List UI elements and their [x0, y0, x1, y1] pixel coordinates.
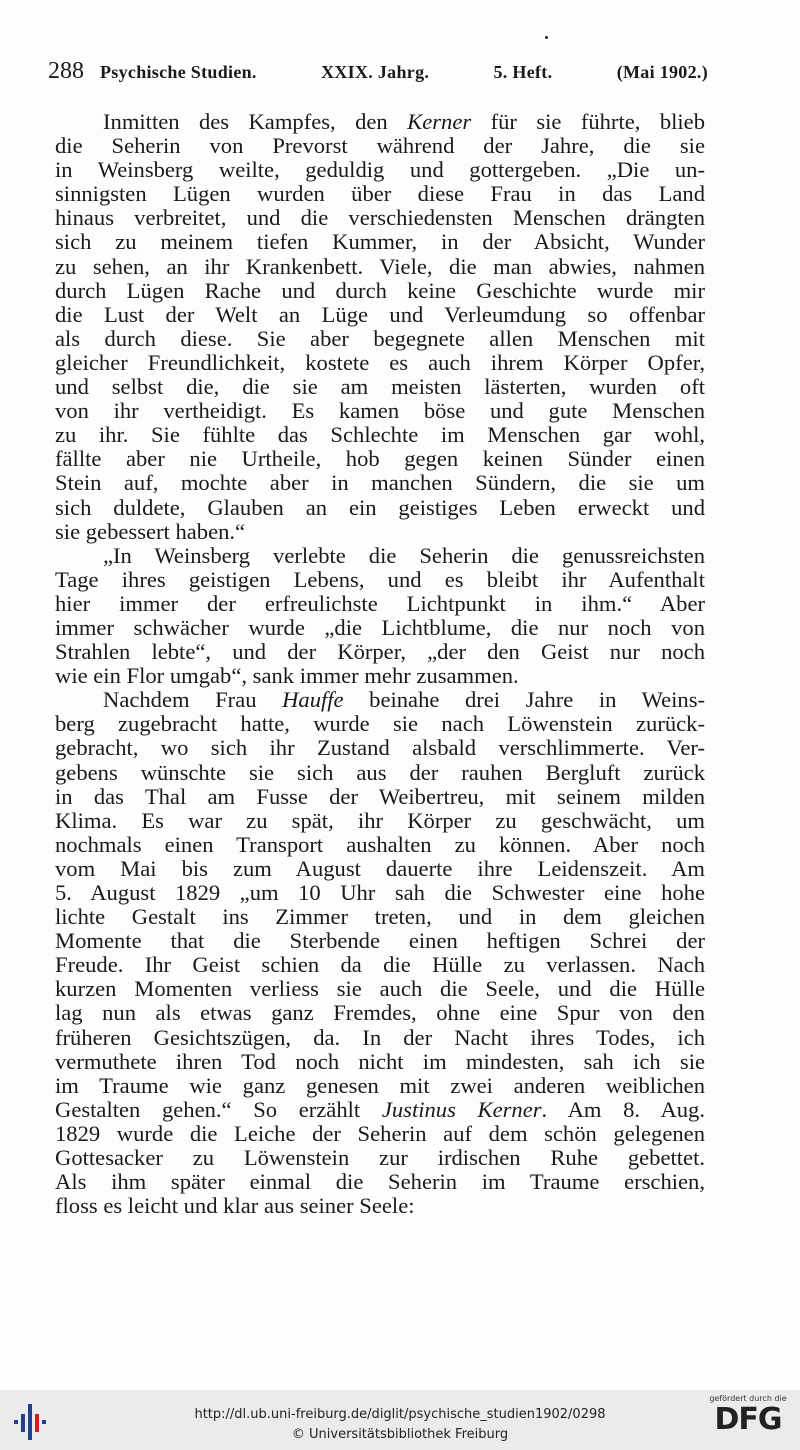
text-segment: nochmals einen Transport aushalten zu können. Aber noch — [55, 831, 705, 857]
text-segment: sich duldete, Glauben an ein geistiges Leben erweckt und — [55, 494, 705, 520]
text-line — [55, 1194, 705, 1218]
text-line — [55, 230, 705, 254]
text-line — [55, 1050, 705, 1074]
page-number: 288 — [48, 58, 84, 84]
italic-name: Justinus Kerner — [381, 1096, 542, 1122]
text-segment: „In Weinsberg verlebte die Seherin die genussreichsten — [103, 542, 705, 568]
text-segment: zu sehen, an ihr Krankenbett. Viele, die man abwies, nahmen — [55, 253, 705, 279]
text-line — [55, 1074, 705, 1098]
text-line — [55, 182, 705, 206]
text-line — [55, 279, 705, 303]
text-segment: immer schwächer wurde „die Lichtblume, die nur noch von — [55, 614, 705, 640]
text-line — [55, 375, 705, 399]
dfg-caption: gefördert durch die — [709, 1394, 787, 1403]
text-line — [55, 712, 705, 736]
text-segment: hier immer der erfreulichste Lichtpunkt in ihm.“ Aber — [55, 590, 705, 616]
dfg-logo-icon — [704, 1392, 792, 1448]
text-line — [55, 423, 705, 447]
paragraph — [55, 544, 705, 689]
text-segment: gebracht, wo sich ihr Zustand alsbald verschlimmerte. Ver- — [55, 735, 705, 761]
text-line — [55, 1026, 705, 1050]
text-segment: die Seherin von Prevorst während der Jahre, die sie — [55, 133, 705, 159]
text-line — [55, 929, 705, 953]
text-line — [55, 857, 705, 881]
text-line — [55, 399, 705, 423]
text-segment: als durch diese. Sie aber begegnete allen Menschen mit — [55, 325, 705, 351]
text-line — [55, 881, 705, 905]
text-line — [55, 520, 705, 544]
text-segment: Inmitten des Kampfes, den — [103, 109, 408, 134]
text-segment: . Am 8. Aug. — [541, 1096, 706, 1122]
paragraph — [55, 110, 705, 544]
text-segment: floss es leicht und klar aus seiner Seele: — [55, 1193, 415, 1219]
journal-title: Psychische Studien. — [100, 62, 257, 82]
text-line — [55, 471, 705, 495]
text-segment: beinahe drei Jahre in Weins- — [343, 687, 706, 713]
text-line — [55, 953, 705, 977]
text-segment: fällte aber nie Urtheile, hob gegen keinen Sünder einen — [55, 446, 705, 472]
text-segment: früheren Gesichtszügen, da. In der Nacht ihres Todes, ich — [55, 1024, 705, 1050]
text-line — [55, 110, 705, 134]
text-segment: in Weinsberg weilte, geduldig und gottergeben. „Die un- — [55, 157, 705, 183]
text-line — [55, 1098, 705, 1122]
running-header — [48, 58, 708, 85]
text-line — [55, 640, 705, 664]
dfg-wordmark: DFG — [714, 1402, 782, 1437]
text-segment: berg zugebracht hatte, wurde sie nach Löwenstein zurück- — [55, 711, 705, 737]
italic-name: Hauffe — [282, 687, 344, 713]
text-line — [55, 134, 705, 158]
text-line — [55, 1122, 705, 1146]
text-segment: und selbst die, die sie am meisten lästerten, wurden oft — [55, 374, 705, 400]
text-segment: wie ein Flor umgab“, sank immer mehr zusammen. — [55, 663, 519, 689]
text-segment: im Traume wie ganz genesen mit zwei anderen weiblichen — [55, 1072, 705, 1098]
text-segment: Klima. Es war zu spät, ihr Körper zu geschwächt, um — [55, 807, 705, 833]
text-segment: durch Lügen Rache und durch keine Geschichte wurde mir — [55, 277, 705, 303]
text-line — [55, 833, 705, 857]
paragraph — [55, 688, 705, 1218]
text-segment: sinnigsten Lügen wurden über diese Frau in das Land — [55, 181, 705, 207]
text-line — [55, 1170, 705, 1194]
text-line — [55, 785, 705, 809]
text-segment: Stein auf, mochte aber in manchen Sündern, die sie um — [55, 470, 705, 496]
text-line — [55, 905, 705, 929]
text-segment: Momente that die Sterbende einen heftigen Schrei der — [55, 928, 705, 954]
volume-label: XXIX. Jahrg. — [321, 62, 430, 82]
text-line — [55, 303, 705, 327]
text-line — [55, 1001, 705, 1025]
text-line — [55, 688, 705, 712]
speck-mark — [545, 36, 548, 39]
text-segment: Freude. Ihr Geist schien da die Hülle zu verlassen. Nach — [55, 952, 705, 978]
text-line — [55, 592, 705, 616]
text-segment: Gottesacker zu Löwenstein zur irdischen Ruhe gebettet. — [55, 1145, 705, 1171]
issue-date: (Mai 1902.) — [616, 62, 708, 82]
text-line — [55, 255, 705, 279]
viewer-footer — [0, 1390, 800, 1450]
text-segment: Tage ihres geistigen Lebens, und es bleibt ihr Aufenthalt — [55, 566, 705, 592]
text-line — [55, 158, 705, 182]
text-line — [55, 1146, 705, 1170]
text-segment: gleicher Freundlichkeit, kostete es auch ihrem Körper Opfer, — [55, 349, 705, 375]
text-segment: von ihr vertheidigt. Es kamen böse und gute Menschen — [55, 398, 705, 424]
text-line — [55, 568, 705, 592]
text-segment: Nachdem Frau — [103, 687, 283, 713]
text-segment: die Lust der Welt an Lüge und Verleumdung so offenbar — [55, 301, 705, 327]
text-segment: vermuthete ihren Tod noch nicht im mindesten, sah ich sie — [55, 1048, 705, 1074]
issue-label: 5. Heft. — [493, 62, 553, 82]
text-segment: sie gebessert haben.“ — [55, 518, 246, 544]
text-segment: 5. August 1829 „um 10 Uhr sah die Schwester eine hohe — [55, 880, 705, 905]
text-segment: lichte Gestalt ins Zimmer treten, und in dem gleichen — [55, 904, 705, 930]
text-line — [55, 736, 705, 760]
text-line — [55, 977, 705, 1001]
text-segment: kurzen Momenten verliess sie auch die Seele, und die Hülle — [55, 976, 705, 1002]
text-line — [55, 664, 705, 688]
text-segment: sich zu meinem tiefen Kummer, in der Absicht, Wunder — [55, 229, 705, 255]
text-line — [55, 496, 705, 520]
text-segment: 1829 wurde die Leiche der Seherin auf dem schön gelegenen — [55, 1120, 705, 1146]
text-segment: vom Mai bis zum August dauerte ihre Leidenszeit. Am — [55, 855, 705, 881]
source-url-link[interactable]: http://dl.ub.uni-freiburg.de/diglit/psychische_studien1902/0298 — [194, 1407, 606, 1422]
text-line — [55, 327, 705, 351]
text-line — [55, 616, 705, 640]
text-segment: für sie führte, blieb — [471, 109, 705, 134]
text-line — [55, 351, 705, 375]
text-segment: hinaus verbreitet, und die verschiedensten Menschen drängten — [55, 205, 705, 231]
text-segment: Gestalten gehen.“ So erzählt — [55, 1096, 382, 1122]
text-segment: Als ihm später einmal die Seherin im Traume erschien, — [55, 1169, 705, 1195]
text-line — [55, 544, 705, 568]
text-line — [55, 206, 705, 230]
text-segment: lag nun als etwas ganz Fremdes, ohne eine Spur von den — [55, 1000, 705, 1026]
text-line — [55, 761, 705, 785]
text-segment: gebens wünschte sie sich aus der rauhen Bergluft zurück — [55, 759, 705, 785]
text-segment: zu ihr. Sie fühlte das Schlechte im Menschen gar wohl, — [55, 422, 705, 448]
body-text — [55, 110, 705, 1218]
text-line — [55, 447, 705, 471]
text-segment: Strahlen lebte“, und der Körper, „der den Geist nur noch — [55, 639, 705, 665]
copyright-notice: © Universitätsbibliothek Freiburg — [291, 1427, 509, 1442]
italic-name: Kerner — [407, 109, 472, 134]
text-segment: in das Thal am Fusse der Weibertreu, mit seinem milden — [55, 783, 705, 809]
text-line — [55, 809, 705, 833]
